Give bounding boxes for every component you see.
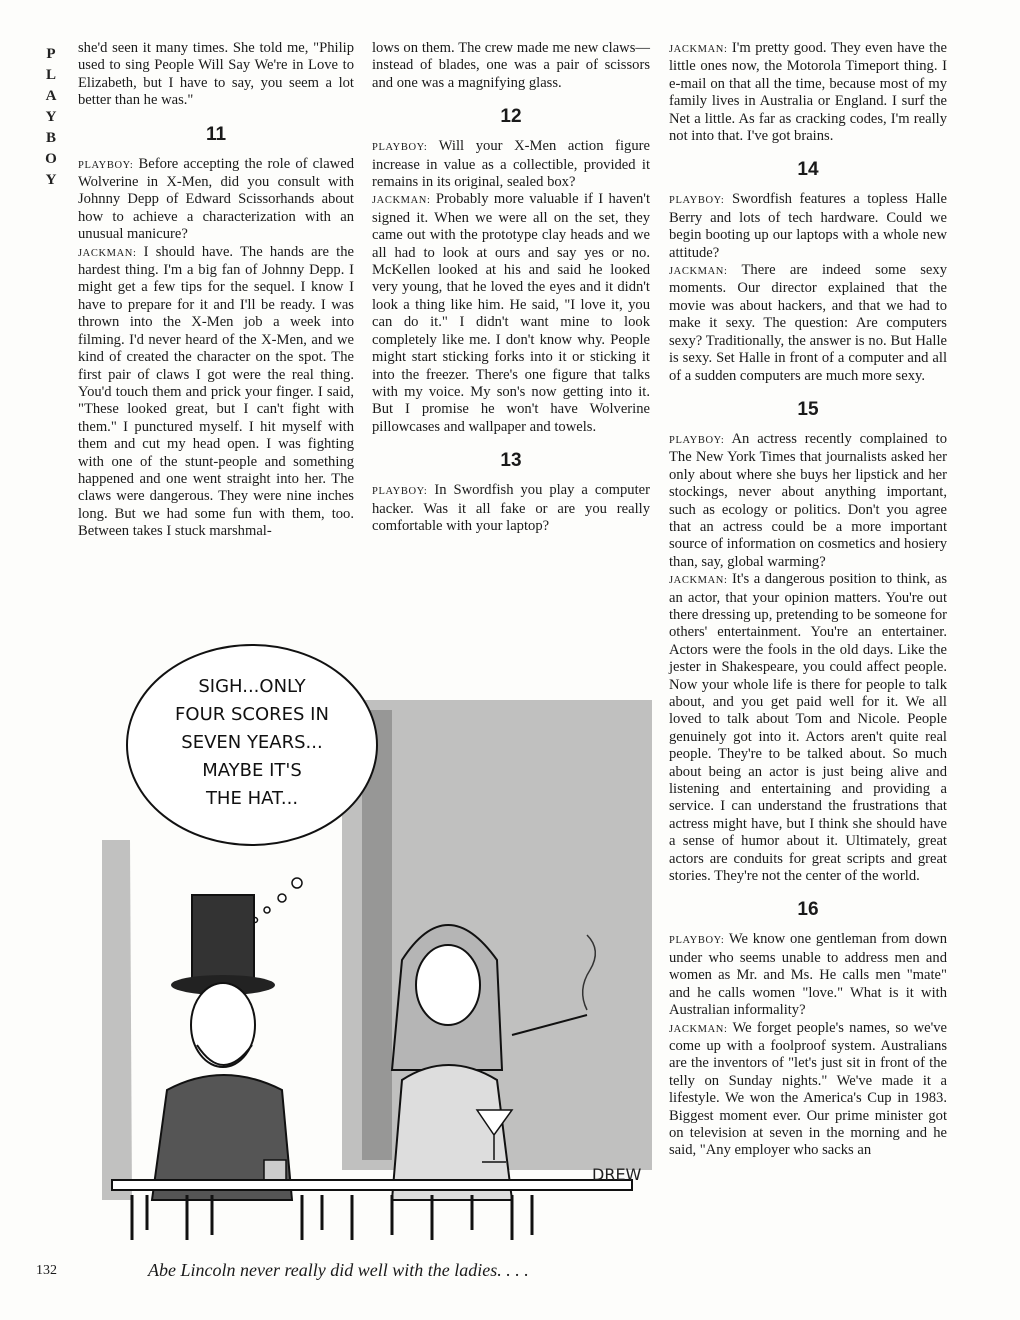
bar-counter [112, 1180, 632, 1190]
bubble-line: SEVEN YEARS... [181, 732, 323, 753]
speaker-label: PLAYBOY: [669, 434, 725, 446]
question-paragraph [669, 431, 947, 571]
answer-text: Probably more valuable if I haven't signed it. When we were all on the set, they came out with the prototype clay heads and we all had to look at ours and say yes or no. McKellen looked at his and said he looked very young, that he loved the eyes and it didn't look a thing like him. He said, "I love it, you can do it." I didn't want mine to look completely like me. I don't know why. People might start sticking forks into it or sticking it into the freezer. There's one figure that talks with my voice. My son's now getting into it. But I promise he won't have Wolverine pillowcases and wallpaper and towels. [372, 191, 650, 435]
spine-letter: Y [45, 172, 57, 188]
question-paragraph [78, 156, 354, 244]
question-text: In Swordfish you play a computer hacker. Was it all fake or are you really comfortable with your laptop? [372, 482, 650, 534]
spine-letter: A [45, 88, 57, 104]
question-number: 12 [500, 106, 522, 128]
woman-head [416, 945, 480, 1025]
answer-paragraph [669, 1020, 947, 1160]
answer-text: There are indeed some sexy moments. Our director explained that the movie was about hackers, and that we had to make it sexy. The question: Are computers sexy? Traditionally, the answer is no. But Halle is sexy. Set Halle in front of a computer and all of a sudden computers are much more sexy. [669, 262, 947, 384]
answer-paragraph [669, 571, 947, 885]
speaker-label: JACKMAN: [669, 575, 728, 587]
question-number: 14 [797, 159, 819, 181]
speaker-label: JACKMAN: [669, 44, 728, 55]
bar-front [132, 1195, 532, 1240]
question-number: 11 [205, 123, 227, 145]
thought-bubble-dot [264, 907, 270, 913]
bubble-line: SIGH...ONLY [198, 676, 306, 697]
paragraph: lows on them. The crew made me new claws—instead of blades, one was a pair of scissors and one was a magnifying glass. [372, 40, 650, 91]
answer-paragraph [669, 40, 947, 145]
text-column-2 [372, 40, 650, 535]
answer-text: I'm pretty good. They even have the little ones now, the Motorola Timeport thing. I e-mail on that all the time, because most of my family lives in Australia or England. I surf the Net a little. As far as cracking codes, I'm really not into that. I've got brains. [669, 40, 947, 145]
question-number: 16 [797, 899, 819, 921]
speaker-label: PLAYBOY: [78, 159, 134, 171]
answer-text: It's a dangerous position to think, as an actor, that your opinion matters. You're out there dressing up, pretending to be someone for others' entertainment. You're an entertainer. Actors were the fools in the old days. Like the jester in Shakespeare, you could affect people. Now your whole life is there for people to talk about, and you get paid well for it. We all loved to talk about Tom and Nicole. People genuinely got into it. Actors aren't quite real people. They're to be talked about. So much about being an actor is just being alive and listening and entertaining and providing a service. I can understand the frustrations that actress might have, but I think she should have a sense of humor about it. Ultimately, great actors are conduits for great scripts and great stories. They're not the center of the world. [669, 571, 948, 885]
thought-bubble-dot [278, 894, 286, 902]
cartoon-caption: Abe Lincoln never really did well with the ladies. . . . [148, 1260, 529, 1280]
question-paragraph [372, 482, 650, 535]
speaker-label: JACKMAN: [78, 247, 137, 259]
thought-bubble-dot [292, 878, 302, 888]
bubble-line: MAYBE IT'S [202, 760, 302, 781]
cartoon-illustration [92, 640, 652, 1250]
spine-letter: P [46, 46, 56, 62]
speaker-label: JACKMAN: [372, 195, 431, 207]
lincoln-figure [152, 895, 292, 1200]
speaker-label: JACKMAN: [669, 266, 728, 278]
speaker-label: JACKMAN: [669, 1023, 728, 1035]
question-number: 13 [500, 450, 522, 472]
answer-text: We forget people's names, so we've come up with a foolproof system. Australians are the inventors of "let's just sit in front of the telly on Sunday nights." We've made it a lifestyle. We won the America's Cup in 1983. Biggest moment ever. Our prime minister got on television at seven in the morning and he said, "Any employer who sacks an [669, 1019, 947, 1159]
text-column-1 [78, 40, 354, 541]
question-number: 15 [797, 398, 819, 420]
speaker-label: PLAYBOY: [372, 486, 428, 498]
spine-letter: L [45, 67, 56, 83]
spine-letter: O [45, 151, 57, 167]
question-text: An actress recently complained to The New York Times that journalists asked her only about where she buys her lipstick and her stockings, never about anything important, such as ecology or politics. Don't you agree that an actress could be a more important source of information on cosmetics and hosiery than, say, global warming? [669, 430, 947, 570]
bubble-line: FOUR SCORES IN [175, 704, 329, 725]
answer-paragraph [669, 262, 947, 385]
paragraph: she'd seen it many times. She told me, "Philip used to sing People Will Say We're in Love to Elizabeth, but I have to say, you seem a lot better than he was." [78, 40, 354, 109]
spine-letter: B [45, 130, 56, 146]
question-paragraph [669, 931, 947, 1019]
answer-text: I should have. The hands are the hardest thing. I'm a big fan of Johnny Depp. I might get a few tips for the sequel. I know I have to prepare for it and I'll be ready. I was thrown into the X-Men job a week into filming. I'd never heard of the X-Men, and we kind of created the character on the spot. The first pair of claws I got were the real thing. You'd touch them and prick your finger. I said, "These looked great, but I can't fight with them." I punctured myself. I hit myself with them and cut my head open. I was fighting with one of the stunt-people and something happened and one went straight into her. The claws were dangerous. They were nine inches long. But we had some fun with them, too. Between takes I stuck marshmal- [78, 243, 354, 540]
curtain-left [102, 840, 132, 1200]
answer-paragraph [372, 191, 650, 436]
question-text: We know one gentleman from down under who seems unable to address men and women as Mr. and Ms. He calls men "mate" and he calls women "love." What is it with Australian informality? [669, 931, 947, 1019]
question-paragraph [372, 138, 650, 191]
question-text: Swordfish features a topless Halle Berry and lots of tech hardware. Could we begin booting up our laptops with a whole new attitude? [669, 191, 947, 261]
answer-paragraph [78, 244, 354, 541]
question-text: Will your X-Men action figure increase in value as a collectible, provided it remains in its original, sealed box? [372, 138, 650, 191]
question-paragraph [669, 191, 947, 262]
top-hat [192, 895, 254, 985]
spine-letter: Y [45, 109, 57, 125]
magazine-spine-label [40, 44, 62, 191]
speaker-label: PLAYBOY: [669, 935, 725, 947]
text-column-3 [669, 40, 947, 1160]
artist-signature: DREW [592, 1165, 642, 1184]
page-number: 132 [36, 1263, 57, 1278]
speaker-label: PLAYBOY: [372, 142, 428, 154]
question-text: Before accepting the role of clawed Wolverine in X-Men, did you consult with Johnny Depp of Edward Scissorhands about how to achieve a characterization with an unusual manicure? [78, 155, 354, 243]
bubble-line: THE HAT... [205, 788, 299, 809]
speaker-label: PLAYBOY: [669, 195, 725, 207]
